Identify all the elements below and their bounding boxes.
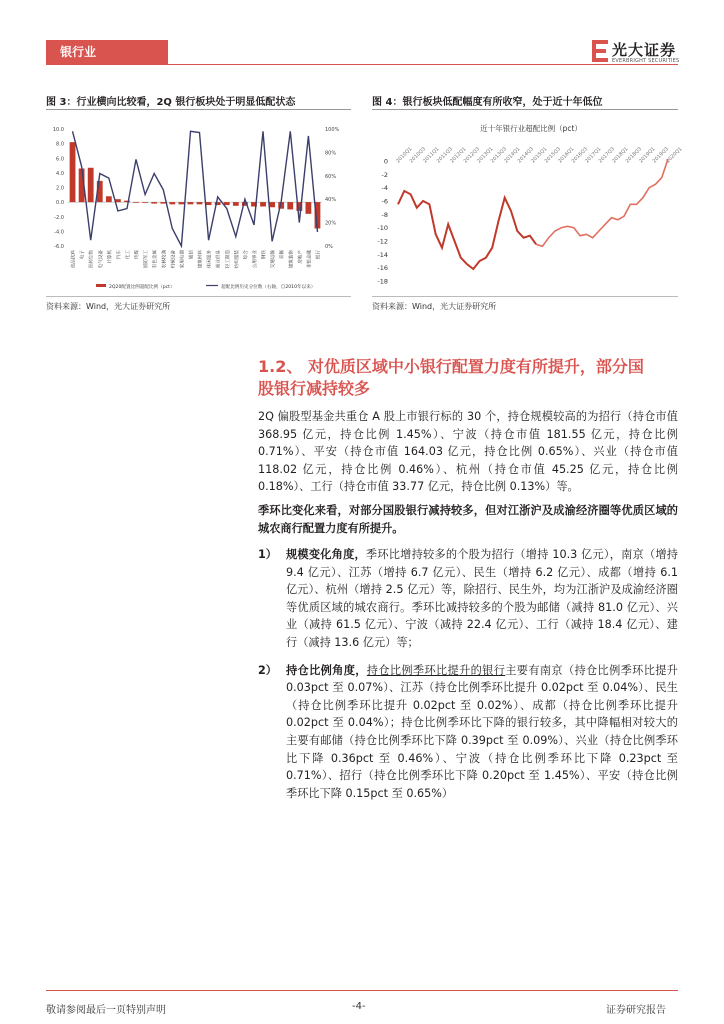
list-item-text: 主要有南京（持仓比例季环比提升 0.03pct 至 0.07%）、江苏（持仓比例季环比提升 0.02pct 至 0.04%）、民生（持仓比例季环比提升 0.02pct 至 0.02%）、成都（持仓比例季环比提升 0.02pct 至 0.04%）；持仓比例季环比下降的银行较多，其中降幅相对较大的主要有邮储（持仓比例季环比下降 0.39pct 至 0.09%）、兴业（持仓比例季环比下降 0.36pct 至 0.46%）、宁波（持仓比例季环比下降 0.23pct 至 0.71%）、招行（持仓比例季环比下降 0.20pct 至 1.45%）、平安（持仓比例季环比下降 0.15pct 至 0.65%） [286, 663, 678, 800]
x-tick-label: 通信 [189, 250, 195, 260]
figure4-source: 资料来源：Wind，光大证券研究所 [372, 302, 497, 311]
page-number: -4- [352, 1001, 366, 1012]
x-tick-label: 2016Q1 [557, 146, 576, 165]
y-tick-label: -2 [381, 170, 388, 179]
bar [169, 202, 175, 204]
x-tick-label: 2012Q3 [462, 146, 481, 165]
x-tick-label: 机械设备 [171, 250, 177, 269]
x-tick-label: 2018Q3 [624, 146, 643, 165]
x-tick-label: 公用事业 [252, 250, 258, 269]
y-right-tick-label: 20% [325, 220, 337, 227]
y-tick-label: -10 [377, 224, 388, 233]
y-left-tick-label: 8.0 [56, 141, 64, 148]
x-tick-label: 计算机 [107, 250, 113, 264]
x-tick-label: 家用电器 [180, 250, 186, 269]
x-tick-label: 休闲服务 [207, 250, 213, 269]
logo-subtext: EVERBRIGHT SECURITIES [612, 58, 680, 64]
x-tick-label: 农林牧渔 [162, 250, 168, 269]
x-tick-label: 轻工制造 [225, 250, 231, 269]
x-tick-label: 国防军工 [144, 250, 150, 269]
figure3-chart [46, 113, 351, 295]
x-tick-label: 2011Q3 [435, 146, 454, 165]
x-tick-label: 食品饮料 [71, 250, 77, 269]
y-left-tick-label: -4.0 [54, 229, 64, 236]
x-tick-label: 2013Q1 [476, 146, 495, 165]
x-tick-label: 建筑装饰 [289, 250, 295, 269]
y-tick-label: 0 [383, 157, 388, 166]
bar [70, 142, 76, 202]
x-tick-label: 有色金属 [153, 250, 159, 269]
list-item-ratio [258, 662, 678, 803]
list-item-text: 季环比增持较多的个股为招行（增持 10.3 亿元），南京（增持 9.4 亿元）、江苏（增持 6.7 亿元）、民生（增持 6.2 亿元）、成都（增持 6.1 亿元）、杭州（增持 2.5 亿元）等，除招行、民生外，均为江浙沪及成渝经济圈等优质区域的城农商行。季环比减持较多的个股为邮储（减持 81.0 亿元）、兴业（减持 61.5 亿元）、宁波（减持 22.4 亿元）、工行（减持 18.4 亿元）、建行（减持 13.6 亿元）等； [286, 548, 678, 649]
x-tick-label: 2012Q1 [449, 146, 468, 165]
y-left-tick-label: -2.0 [54, 214, 64, 221]
bar [133, 202, 139, 203]
bar [233, 202, 239, 206]
figure4-chart [372, 113, 684, 295]
x-tick-label: 房地产 [298, 249, 304, 264]
list-item-lead: 规模变化角度， [286, 548, 366, 561]
bar [151, 202, 157, 203]
x-tick-label: 化工 [125, 250, 131, 260]
x-tick-label: 采掘 [280, 250, 286, 260]
y-left-tick-label: 10.0 [52, 127, 64, 133]
y-tick-label: -16 [377, 264, 388, 273]
figure3-bottom-rule [46, 296, 351, 297]
bar [305, 202, 311, 214]
list-item-number: 2） [258, 663, 277, 677]
x-tick-label: 传媒 [135, 250, 141, 260]
x-tick-label: 2018Q1 [611, 146, 630, 165]
legend-bar-label: 2Q20配置比例超配比例（pct） [109, 285, 175, 290]
series-line-recent [536, 159, 668, 246]
x-tick-label: 电子 [80, 250, 86, 260]
figure3-top-rule [46, 109, 351, 110]
footer-disclaimer: 敬请参阅最后一页特别声明 [46, 1005, 166, 1016]
figure3-title: 图 3：行业横向比较看，2Q 银行板块处于明显低配状态 [46, 97, 296, 108]
series-line-early [398, 191, 536, 269]
x-tick-label: 汽车 [116, 250, 122, 260]
y-right-tick-label: 40% [325, 197, 337, 204]
x-tick-label: 建筑材料 [198, 250, 204, 269]
chart-title: 近十年银行业超配比例（pct） [480, 124, 582, 133]
x-tick-label: 医药生物 [89, 250, 95, 269]
list-item-underline: 持仓比例季环比提升的银行 [366, 663, 506, 677]
x-tick-label: 商业贸易 [216, 250, 222, 269]
x-tick-label: 2016Q3 [570, 146, 589, 165]
y-tick-label: -12 [377, 237, 388, 246]
section-tag: 银行业 [46, 40, 168, 65]
footer-report-type: 证券研究报告 [606, 1005, 666, 1016]
y-left-tick-label: 6.0 [56, 156, 64, 163]
bar [224, 202, 230, 205]
bar [178, 202, 184, 204]
figure4-title: 图 4：银行板块低配幅度有所收窄，处于近十年低位 [372, 97, 603, 108]
y-left-tick-label: -6.0 [54, 244, 64, 250]
section-heading-line1: 1.2、 对优质区域中小银行配置力度有所提升，部分国 [258, 357, 644, 376]
footer-rule [46, 990, 678, 991]
y-right-tick-label: 100% [325, 127, 340, 133]
y-right-tick-label: 60% [325, 173, 337, 180]
x-tick-label: 2010Q3 [408, 146, 427, 165]
analysis-list [258, 546, 678, 802]
list-item-number: 1） [258, 548, 277, 561]
x-tick-label: 非银金融 [307, 250, 313, 269]
y-right-tick-label: 80% [325, 150, 337, 157]
x-tick-label: 2013Q3 [489, 146, 508, 165]
figure3-source: 资料来源：Wind，光大证券研究所 [46, 302, 171, 311]
bar [287, 202, 293, 209]
figure4-top-rule [372, 109, 678, 110]
bar [106, 196, 112, 202]
y-tick-label: -8 [381, 210, 388, 219]
paragraph-holdings: 2Q 偏股型基金共重仓 A 股上市银行标的 30 个，持仓规模较高的为招行（持仓市值 368.95 亿元，持仓比例 1.45%）、宁波（持仓市值 181.55 亿元，持仓比例 0.71%）、平安（持仓市值 164.03 亿元，持仓比例 0.65%）、兴业（持仓市值 118.02 亿元，持仓比例 0.46%）、杭州（持仓市值 45.25 亿元，持仓比例 0.18%）、工行（持仓市值 33.77 亿元，持仓比例 0.13%）等。 [258, 410, 678, 494]
bar [188, 202, 194, 204]
x-tick-label: 银行 [316, 250, 322, 260]
section-heading-line2: 股银行减持较多 [258, 379, 371, 398]
legend-bar-swatch [96, 284, 106, 287]
y-left-tick-label: 0.0 [56, 200, 64, 207]
bar [269, 202, 275, 207]
y-tick-label: -4 [381, 184, 388, 193]
x-tick-label: 2017Q3 [597, 146, 616, 165]
logo-mark-icon [590, 38, 610, 64]
list-item-lead: 持仓比例角度， [286, 663, 367, 677]
x-tick-label: 2019Q3 [651, 146, 670, 165]
x-tick-label: 综合 [243, 250, 249, 260]
bar [88, 168, 94, 202]
x-tick-label: 2020Q1 [665, 146, 684, 165]
bar [260, 202, 266, 206]
section-heading [258, 356, 678, 400]
y-left-tick-label: 2.0 [56, 185, 64, 192]
bar [206, 202, 212, 205]
brand-logo [590, 38, 682, 66]
bar [197, 202, 203, 204]
x-tick-label: 2015Q3 [543, 146, 562, 165]
paragraph-qoq-summary: 季环比变化来看，对部分国股银行减持较多，但对江浙沪及成渝经济圈等优质区域的城农商行配置力度有所提升。 [258, 504, 678, 535]
x-tick-label: 钢铁 [262, 250, 268, 260]
y-right-tick-label: 0% [325, 244, 333, 250]
bar [142, 202, 148, 203]
x-tick-label: 电气设备 [98, 250, 104, 269]
y-tick-label: -14 [377, 250, 388, 259]
x-tick-label: 2017Q1 [584, 146, 603, 165]
legend-line-label: 超配比例历史分位数（右轴，自2010年以来） [221, 285, 316, 290]
x-tick-label: 交通运输 [271, 250, 277, 269]
header-rule [46, 64, 678, 65]
logo-text: 光大证券 [612, 41, 677, 59]
y-left-tick-label: 4.0 [56, 170, 64, 177]
x-tick-label: 2010Q1 [395, 146, 414, 165]
bar [160, 202, 166, 203]
figure4-bottom-rule [372, 296, 678, 297]
percentile-line [73, 131, 318, 246]
x-tick-label: 2015Q1 [530, 146, 549, 165]
y-tick-label: -6 [381, 197, 388, 206]
x-tick-label: 2014Q3 [516, 146, 535, 165]
x-tick-label: 2014Q1 [503, 146, 522, 165]
x-tick-label: 2019Q1 [638, 146, 657, 165]
x-tick-label: 2011Q1 [422, 146, 441, 165]
y-tick-label: -18 [377, 277, 388, 286]
x-tick-label: 纺织服装 [234, 250, 240, 269]
list-item-scale [258, 546, 678, 652]
